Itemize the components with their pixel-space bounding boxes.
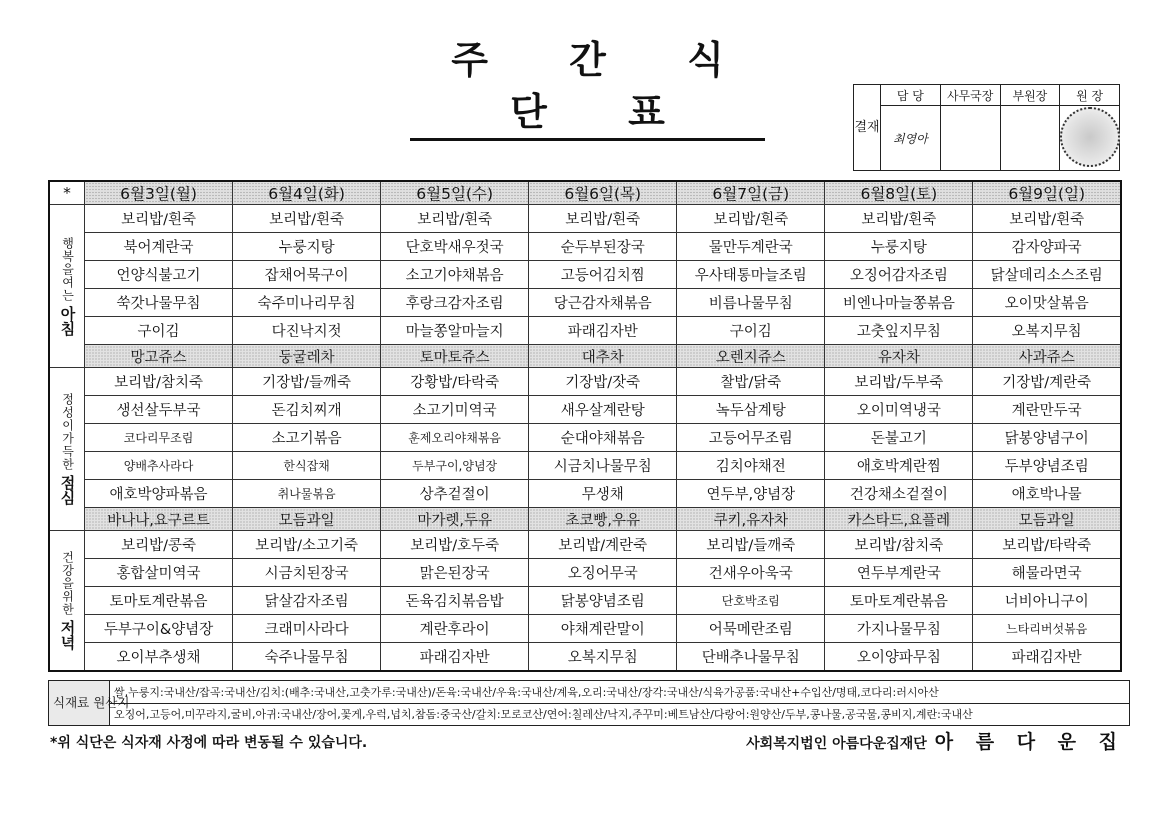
- drink-item: 카스타드,요플레: [825, 508, 973, 531]
- menu-row: [49, 396, 1121, 424]
- page-title: 주 간 식 단 표: [410, 34, 765, 141]
- menu-item: 연두부계란국: [825, 559, 973, 587]
- menu-item: 기장밥/계란죽: [973, 368, 1121, 396]
- organization-prefix: 사회복지법인 아름다운집재단: [746, 736, 927, 752]
- menu-row: [49, 587, 1121, 615]
- drink-item: 마가렛,두유: [381, 508, 529, 531]
- menu-item: 상추겉절이: [381, 480, 529, 508]
- menu-item: 토마토계란볶음: [85, 587, 233, 615]
- menu-item: 감자양파국: [973, 233, 1121, 261]
- meal-name: 저녁: [58, 620, 77, 650]
- drink-row: [49, 345, 1121, 368]
- ingredient-origin-box: [48, 680, 1130, 726]
- menu-item: 보리밥/흰죽: [381, 205, 529, 233]
- menu-item: 비름나물무침: [677, 289, 825, 317]
- menu-item: 건강채소겉절이: [825, 480, 973, 508]
- menu-item: 시금치된장국: [233, 559, 381, 587]
- approval-label: 결재: [854, 85, 881, 171]
- menu-item: 기장밥/들깨죽: [233, 368, 381, 396]
- day-header-row: [49, 181, 1121, 205]
- menu-item: 토마토계란볶음: [825, 587, 973, 615]
- meal-label: [49, 205, 85, 368]
- approval-header-director: 원 장: [1060, 85, 1120, 106]
- seal-stamp-icon: [1060, 107, 1120, 167]
- menu-item: 보리밥/호두죽: [381, 531, 529, 559]
- menu-item: 계란만두국: [973, 396, 1121, 424]
- menu-item: 기장밥/잣죽: [529, 368, 677, 396]
- menu-item: 소고기미역국: [381, 396, 529, 424]
- approval-sign-secretary: [940, 106, 1000, 171]
- menu-item: 고등어무조림: [677, 424, 825, 452]
- menu-item: 파래김자반: [973, 643, 1121, 672]
- menu-item: 북어계란국: [85, 233, 233, 261]
- menu-item: 고등어김치찜: [529, 261, 677, 289]
- menu-item: 소고기볶음: [233, 424, 381, 452]
- menu-item: 오이부추생채: [85, 643, 233, 672]
- menu-item: 강황밥/타락죽: [381, 368, 529, 396]
- menu-item: 보리밥/두부죽: [825, 368, 973, 396]
- approval-sign-vice-director: [1000, 106, 1060, 171]
- menu-item: 숙주나물무침: [233, 643, 381, 672]
- menu-row: [49, 261, 1121, 289]
- drink-item: 대추차: [529, 345, 677, 368]
- menu-item: 파래김자반: [529, 317, 677, 345]
- origin-line-1: 쌀,누룽지:국내산/잡곡:국내산/김치:(배추:국내산,고춧가루:국내산)/돈육:국내산/우육:국내산/계육,오리:국내산/장각:국내산/식육가공품:국내산+수입산/명태,코다리:러시아산: [110, 681, 1130, 704]
- weekly-menu-table: [48, 180, 1122, 672]
- menu-item: 비엔나마늘쫑볶음: [825, 289, 973, 317]
- drink-item: 바나나,요구르트: [85, 508, 233, 531]
- menu-item: 단배추나물무침: [677, 643, 825, 672]
- day-header: 6월8일(토): [825, 181, 973, 205]
- menu-item: 계란후라이: [381, 615, 529, 643]
- menu-item: 두부구이,양념장: [381, 452, 529, 480]
- menu-row: [49, 643, 1121, 672]
- menu-item: 소고기야채볶음: [381, 261, 529, 289]
- menu-row: [49, 368, 1121, 396]
- menu-item: 순두부된장국: [529, 233, 677, 261]
- origin-label: 식재료 원산지: [49, 681, 110, 726]
- drink-item: 사과쥬스: [973, 345, 1121, 368]
- menu-item: 보리밥/들깨죽: [677, 531, 825, 559]
- menu-item: 보리밥/콩죽: [85, 531, 233, 559]
- menu-item: 누룽지탕: [233, 233, 381, 261]
- meal-subtitle: 행복을여는: [60, 236, 75, 302]
- menu-item: 구이김: [677, 317, 825, 345]
- menu-item: 훈제오리야채볶음: [381, 424, 529, 452]
- approval-signature: 최영아: [881, 106, 941, 171]
- menu-item: 애호박나물: [973, 480, 1121, 508]
- approval-header-staff: 담 당: [881, 85, 941, 106]
- menu-item: 느타리버섯볶음: [973, 615, 1121, 643]
- menu-item: 쑥갓나물무침: [85, 289, 233, 317]
- menu-item: 코다리무조림: [85, 424, 233, 452]
- approval-header-vice-director: 부원장: [1000, 85, 1060, 106]
- menu-item: 보리밥/흰죽: [233, 205, 381, 233]
- menu-item: 단호박새우젓국: [381, 233, 529, 261]
- menu-item: 마늘쫑알마늘지: [381, 317, 529, 345]
- menu-item: 보리밥/계란죽: [529, 531, 677, 559]
- menu-item: 후랑크감자조림: [381, 289, 529, 317]
- drink-item: 유자차: [825, 345, 973, 368]
- menu-item: 애호박양파볶음: [85, 480, 233, 508]
- menu-item: 구이김: [85, 317, 233, 345]
- menu-item: 한식잡채: [233, 452, 381, 480]
- menu-item: 오복지무침: [529, 643, 677, 672]
- drink-item: 둥굴레차: [233, 345, 381, 368]
- menu-item: 순대야채볶음: [529, 424, 677, 452]
- menu-item: 찰밥/닭죽: [677, 368, 825, 396]
- day-header: 6월4일(화): [233, 181, 381, 205]
- menu-item: 양배추사라다: [85, 452, 233, 480]
- menu-item: 연두부,양념장: [677, 480, 825, 508]
- menu-row: [49, 233, 1121, 261]
- menu-row: [49, 424, 1121, 452]
- menu-item: 어묵메란조림: [677, 615, 825, 643]
- organization-name: [746, 727, 1125, 754]
- menu-row: [49, 289, 1121, 317]
- menu-item: 홍합살미역국: [85, 559, 233, 587]
- menu-item: 녹두삼계탕: [677, 396, 825, 424]
- menu-item: 오징어무국: [529, 559, 677, 587]
- menu-item: 야채계란말이: [529, 615, 677, 643]
- day-header: 6월5일(수): [381, 181, 529, 205]
- approval-header-secretary: 사무국장: [940, 85, 1000, 106]
- meal-subtitle: 정성이가득한: [60, 393, 75, 471]
- menu-item: 닭살데리소스조림: [973, 261, 1121, 289]
- menu-item: 보리밥/참치죽: [85, 368, 233, 396]
- menu-item: 무생채: [529, 480, 677, 508]
- menu-item: 돈김치찌개: [233, 396, 381, 424]
- drink-item: 쿠키,유자차: [677, 508, 825, 531]
- menu-item: 두부양념조림: [973, 452, 1121, 480]
- menu-item: 당근감자채볶음: [529, 289, 677, 317]
- approval-box: [853, 84, 1120, 171]
- menu-item: 보리밥/흰죽: [85, 205, 233, 233]
- meal-name: 아침: [58, 305, 77, 336]
- menu-item: 숙주미나리무침: [233, 289, 381, 317]
- drink-row: [49, 508, 1121, 531]
- menu-item: 돈육김치볶음밥: [381, 587, 529, 615]
- menu-item: 취나물볶음: [233, 480, 381, 508]
- corner-cell: *: [49, 181, 85, 205]
- menu-item: 닭살감자조림: [233, 587, 381, 615]
- menu-row: [49, 615, 1121, 643]
- meal-label: [49, 368, 85, 531]
- menu-row: [49, 452, 1121, 480]
- menu-item: 단호박조림: [677, 587, 825, 615]
- menu-item: 잡채어묵구이: [233, 261, 381, 289]
- menu-item: 다진낙지젓: [233, 317, 381, 345]
- menu-item: 생선살두부국: [85, 396, 233, 424]
- meal-label: [49, 531, 85, 672]
- organization-title: 아 름 다 운 집: [934, 731, 1125, 753]
- day-header: 6월6일(목): [529, 181, 677, 205]
- drink-item: 초코빵,우유: [529, 508, 677, 531]
- drink-item: 망고쥬스: [85, 345, 233, 368]
- day-header: 6월3일(월): [85, 181, 233, 205]
- menu-item: 누룽지탕: [825, 233, 973, 261]
- origin-line-2: 오징어,고등어,미꾸라지,굴비,아귀:국내산/장어,꽃게,우럭,넙치,참돔:중국산/갈치:모로코산/연어:칠레산/낙지,주꾸미:베트남산/다랑어:원양산/두부,콩나물,공국물,콩비지,계란:국내산: [110, 703, 1130, 726]
- menu-item: 보리밥/흰죽: [529, 205, 677, 233]
- drink-item: 모듬과일: [233, 508, 381, 531]
- menu-item: 오복지무침: [973, 317, 1121, 345]
- menu-item: 물만두계란국: [677, 233, 825, 261]
- menu-item: 파래김자반: [381, 643, 529, 672]
- menu-row: [49, 480, 1121, 508]
- drink-item: 토마토쥬스: [381, 345, 529, 368]
- menu-item: 오이미역냉국: [825, 396, 973, 424]
- change-notice: *위 식단은 식자재 사정에 따라 변동될 수 있습니다.: [50, 735, 368, 751]
- menu-item: 오이양파무침: [825, 643, 973, 672]
- menu-item: 오이맛살볶음: [973, 289, 1121, 317]
- day-header: 6월9일(일): [973, 181, 1121, 205]
- meal-subtitle: 건강을위한: [60, 551, 75, 616]
- menu-item: 보리밥/흰죽: [677, 205, 825, 233]
- menu-item: 크래미사라다: [233, 615, 381, 643]
- menu-item: 건새우아욱국: [677, 559, 825, 587]
- menu-item: 고춧잎지무침: [825, 317, 973, 345]
- menu-item: 닭봉양념조림: [529, 587, 677, 615]
- menu-item: 보리밥/참치죽: [825, 531, 973, 559]
- menu-item: 가지나물무침: [825, 615, 973, 643]
- menu-item: 우사태통마늘조림: [677, 261, 825, 289]
- menu-item: 새우살계란탕: [529, 396, 677, 424]
- menu-row: [49, 531, 1121, 559]
- menu-item: 너비아니구이: [973, 587, 1121, 615]
- drink-item: 오렌지쥬스: [677, 345, 825, 368]
- menu-item: 시금치나물무침: [529, 452, 677, 480]
- menu-item: 닭봉양념구이: [973, 424, 1121, 452]
- menu-item: 김치야채전: [677, 452, 825, 480]
- menu-item: 보리밥/흰죽: [973, 205, 1121, 233]
- approval-sign-director: [1060, 106, 1120, 171]
- menu-row: [49, 205, 1121, 233]
- menu-item: 맑은된장국: [381, 559, 529, 587]
- menu-item: 오징어감자조림: [825, 261, 973, 289]
- menu-item: 두부구이&양념장: [85, 615, 233, 643]
- menu-item: 돈불고기: [825, 424, 973, 452]
- menu-item: 해물라면국: [973, 559, 1121, 587]
- drink-item: 모듬과일: [973, 508, 1121, 531]
- menu-item: 보리밥/흰죽: [825, 205, 973, 233]
- menu-item: 보리밥/타락죽: [973, 531, 1121, 559]
- day-header: 6월7일(금): [677, 181, 825, 205]
- menu-item: 보리밥/소고기죽: [233, 531, 381, 559]
- menu-item: 애호박계란찜: [825, 452, 973, 480]
- menu-row: [49, 317, 1121, 345]
- menu-item: 언양식불고기: [85, 261, 233, 289]
- meal-name: 점심: [58, 475, 77, 505]
- menu-row: [49, 559, 1121, 587]
